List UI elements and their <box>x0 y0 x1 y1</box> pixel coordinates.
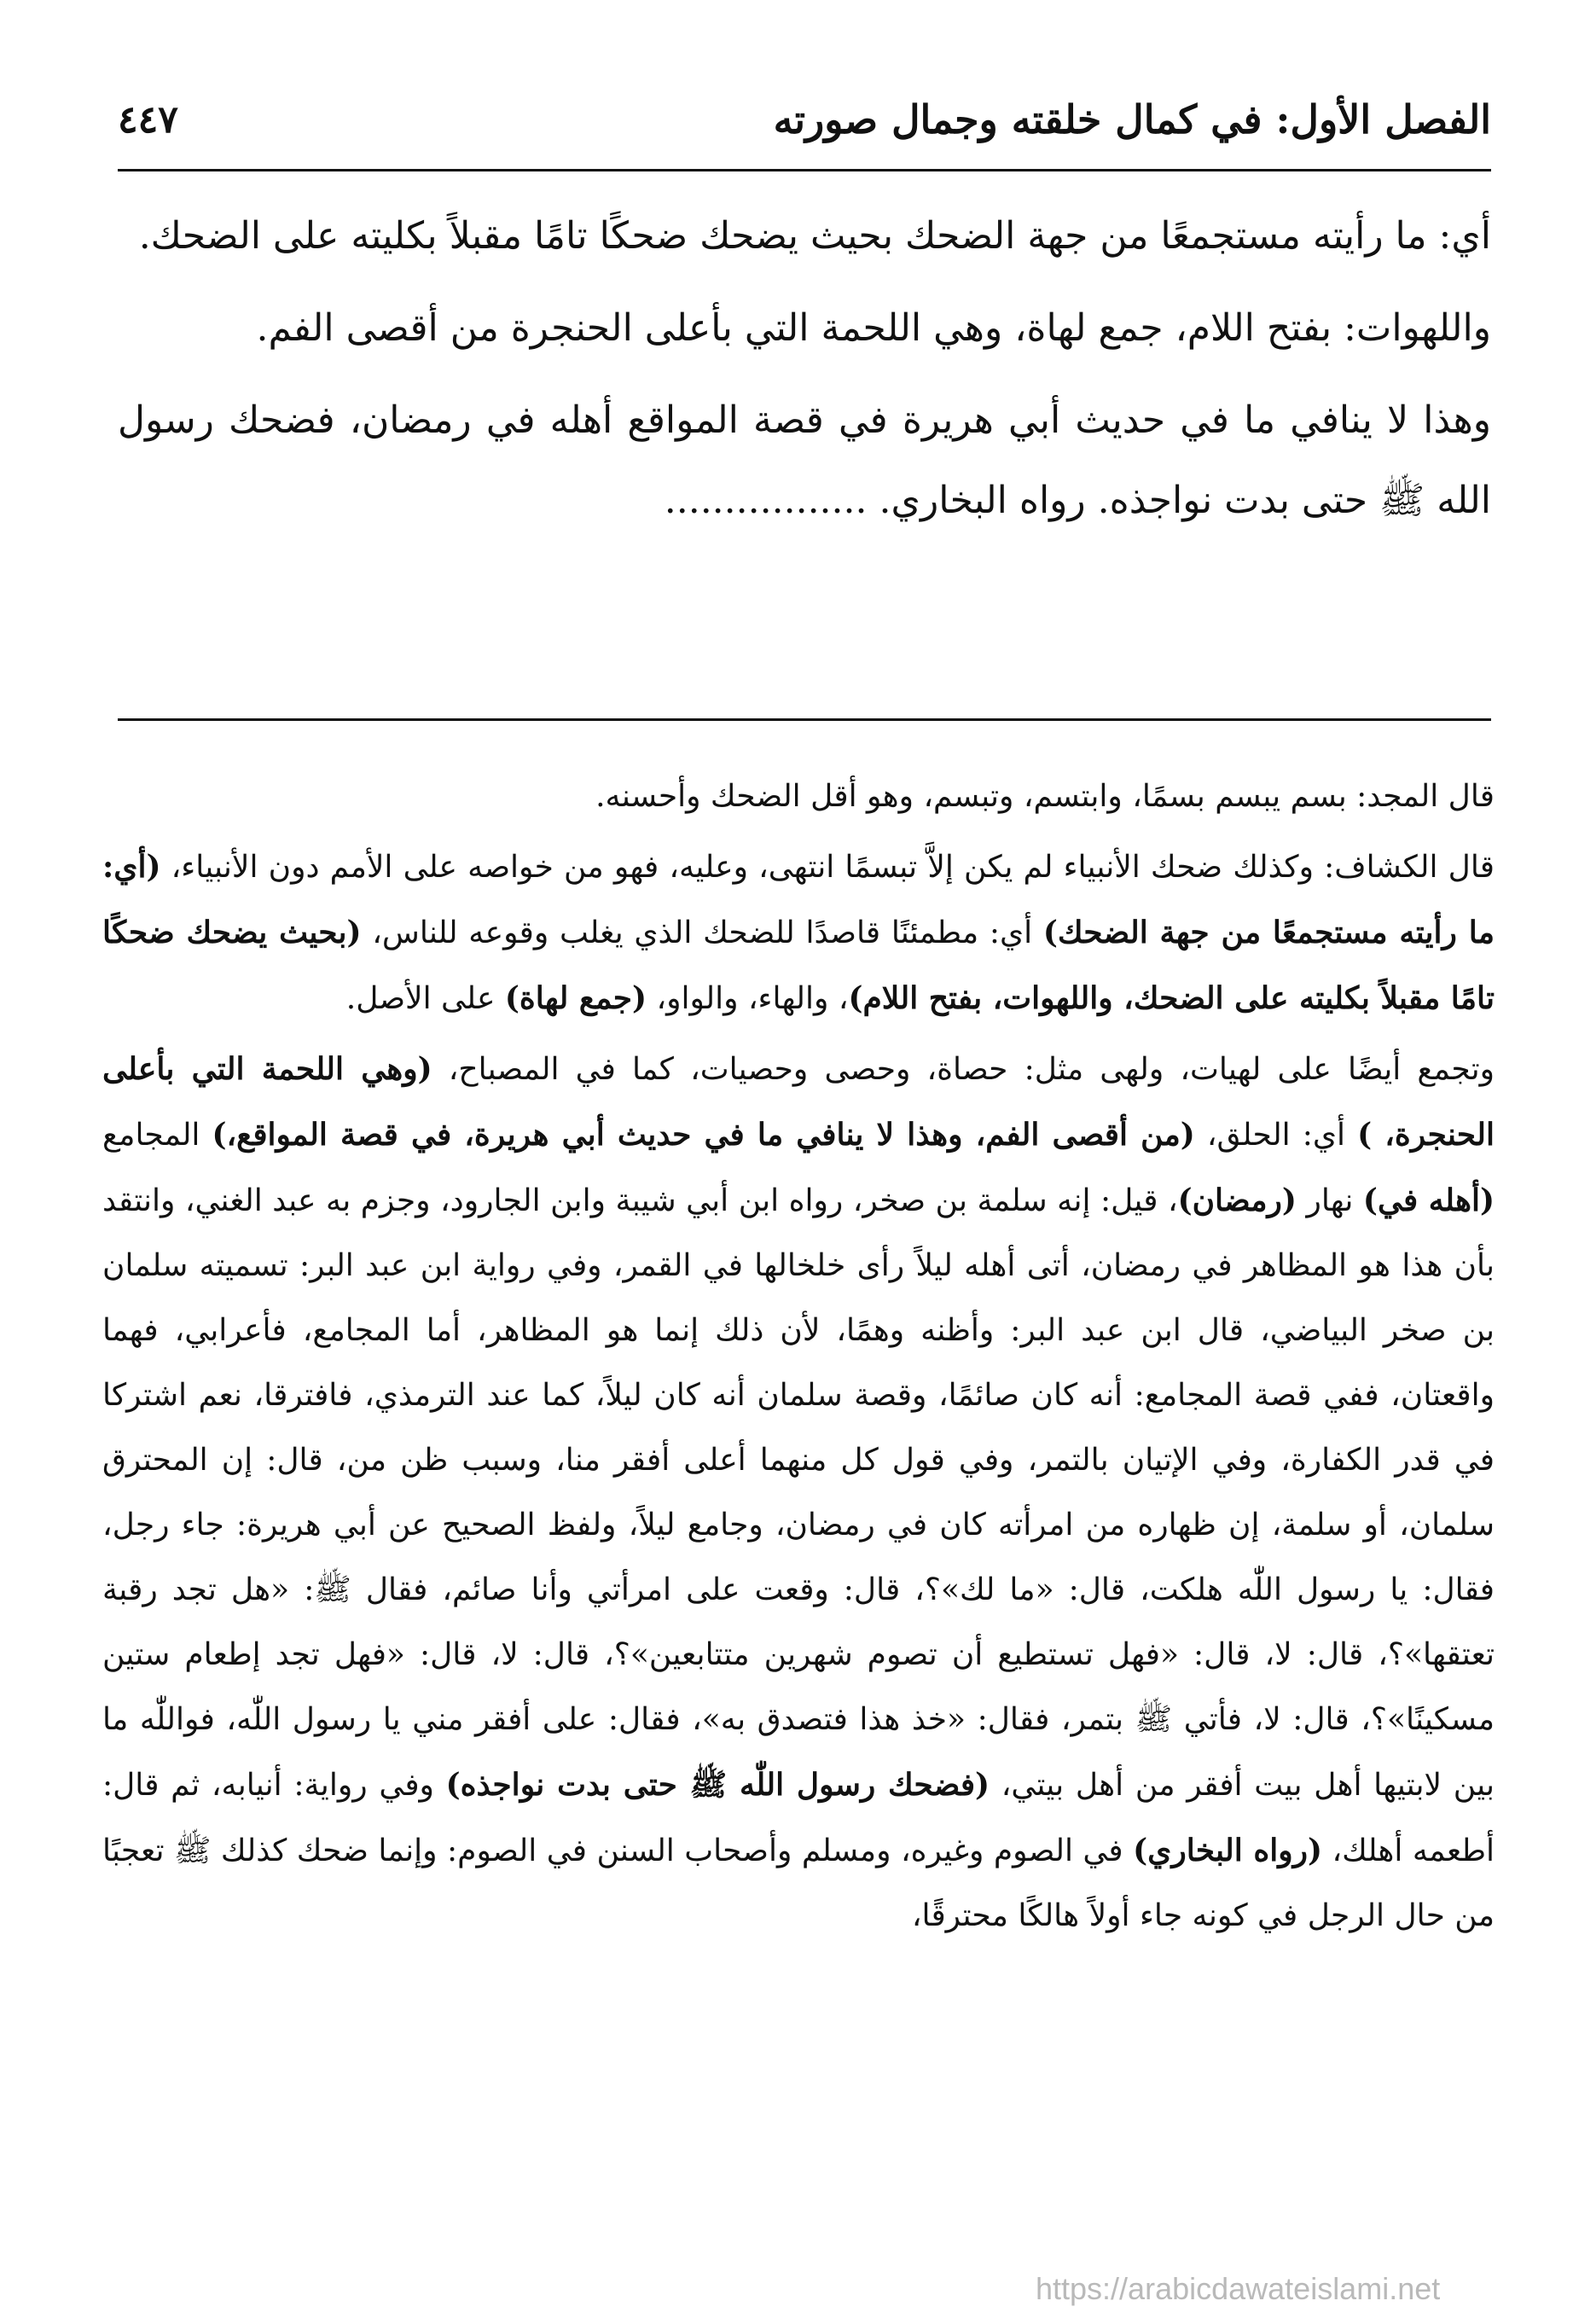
commentary-text-run: قال الكشاف: وكذلك ضحك الأنبياء لم يكن إلاَّ تبسمًا انتهى، وعليه، فهو من خواصه على الأمم دون الأنبياء، <box>160 850 1495 885</box>
commentary-text-run: على الأصل. <box>345 981 505 1016</box>
quoted-matn-bold: (من أقصى الفم، وهذا لا ينافي ما في حديث أبي هريرة، في قصة المواقع،) <box>212 1117 1195 1153</box>
main-paragraph-3-text: وهذا لا ينافي ما في حديث أبي هريرة في قصة المواقع أهله في رمضان، فضحك رسول الله ﷺ حتى بدت نواجذه. رواه البخاري. <box>118 398 1491 522</box>
source-watermark: https://arabicdawateislami.net <box>1036 2271 1441 2306</box>
main-paragraph-3 <box>118 381 1491 541</box>
quoted-matn-bold: (رمضان) <box>1177 1182 1297 1218</box>
page-number: ٤٤٧ <box>118 97 178 142</box>
commentary-text-run: ، قيل: إنه سلمة بن صخر، رواه ابن أبي شيبة وابن الجارود، وجزم به عبد الغني، وانتقد بأن هذا هو المظاهر في رمضان، أتى أهله ليلاً رأى خلخالها في القمر، وفي رواية ابن عبد البر: تسميته سلمان بن صخر البياضي، قال ابن عبد البر: وأظنه وهمًا، لأن ذلك إنما هو المظاهر، أما المجامع، فأعرابي، فهما واقعتان، ففي قصة المجامع: أنه كان صائمًا، وقصة سلمان أنه كان ليلاً، كما عند الترمذي، فافترقا، نعم اشتركا في قدر الكفارة، وفي الإتيان بالتمر، وفي قول كل منهما أعلى أفقر منا، وسبب ظن من، قال: إن المحترق سلمان، أو سلمة، إن ظهاره من امرأته كان في رمضان، وجامع ليلاً، ولفظ الصحيح عن أبي هريرة: جاء رجل، فقال: يا رسول اللّٰه هلكت، قال: «ما لك»؟، قال: وقعت على امرأتي وأنا صائم، فقال ﷺ: «هل تجد رقبة تعتقها»؟، قال: لا، قال: «فهل تستطيع أن تصوم شهرين متتابعين»؟، قال: لا، قال: «فهل تجد إطعام ستين مسكينًا»؟، قال: لا، فأتي ﷺ بتمر، فقال: «خذ هذا فتصدق به»، فقال: على أفقر مني يا رسول اللّٰه، فواللّٰه ما بين لابتيها أهل بيت أفقر من أهل بيتي، <box>102 1183 1495 1803</box>
main-paragraph-2: واللهوات: بفتح اللام، جمع لهاة، وهي اللحمة التي بأعلى الحنجرة من أقصى الفم. <box>256 306 1491 350</box>
commentary-text-run: في الصوم وغيره، ومسلم وأصحاب السنن في الصوم: وإنما ضحك كذلك ﷺ تعجبًا من حال الرجل في كونه جاء أولاً هالكًا محترقًا، <box>102 1833 1495 1933</box>
quoted-matn-bold: (فضحك رسول اللّٰه ﷺ حتى بدت نواجذه) <box>445 1767 990 1803</box>
quoted-matn-bold: (أهله في) <box>1362 1182 1495 1218</box>
commentary-text-run: وتجمع أيضًا على لهيات، ولهى مثل: حصاة، وحصى وحصيات، كما في المصباح، <box>432 1052 1495 1087</box>
quoted-matn-bold: (رواه البخاري) <box>1133 1833 1323 1868</box>
main-text <box>118 196 1491 553</box>
commentary-paragraph-3 <box>102 1037 1495 1949</box>
header-divider <box>118 169 1491 171</box>
commentary-text-run: أي: الحلق، <box>1194 1118 1358 1153</box>
main-paragraph-1: أي: ما رأيته مستجمعًا من جهة الضحك بحيث يضحك ضحكًا تامًا مقبلاً بكليته على الضحك. <box>138 214 1491 258</box>
commentary-text-run: المجامع <box>102 1118 212 1153</box>
dotted-leader: ................. <box>664 479 868 522</box>
commentary-divider <box>118 718 1491 721</box>
quoted-matn-bold: (جمع لهاة) <box>504 980 647 1016</box>
commentary-text-run: أي: مطمئنًا قاصدًا للضحك الذي يغلب وقوعه للناس، <box>361 915 1043 950</box>
page-header <box>118 78 1491 160</box>
commentary-paragraph-2 <box>102 834 1495 1031</box>
commentary-paragraph-1 <box>102 764 1495 829</box>
quoted-matn-bold: (وهي اللحمة التي بأعلى الحنجرة، ) <box>102 1051 1495 1153</box>
quoted-matn-bold: (أي: ما رأيته مستجمعًا من جهة الضحك) <box>102 849 1495 950</box>
commentary-text <box>102 764 1495 1954</box>
commentary-text-run: نهار <box>1296 1183 1363 1218</box>
running-title: الفصل الأول: في كمال خلقته وجمال صورته <box>773 96 1491 142</box>
commentary-text-run: وفي رواية: أنيابه، ثم قال: أطعمه أهلك، <box>102 1768 1495 1868</box>
quoted-matn-bold: (بحيث يضحك ضحكًا تامًا مقبلاً بكليته على الضحك، واللهوات، بفتح اللام) <box>102 915 1495 1016</box>
commentary-text-run: ، والهاء، والواو، <box>647 981 849 1016</box>
commentary-text-run: قال المجد: بسم يبسم بسمًا، وابتسم، وتبسم، وهو أقل الضحك وأحسنه. <box>595 779 1495 814</box>
